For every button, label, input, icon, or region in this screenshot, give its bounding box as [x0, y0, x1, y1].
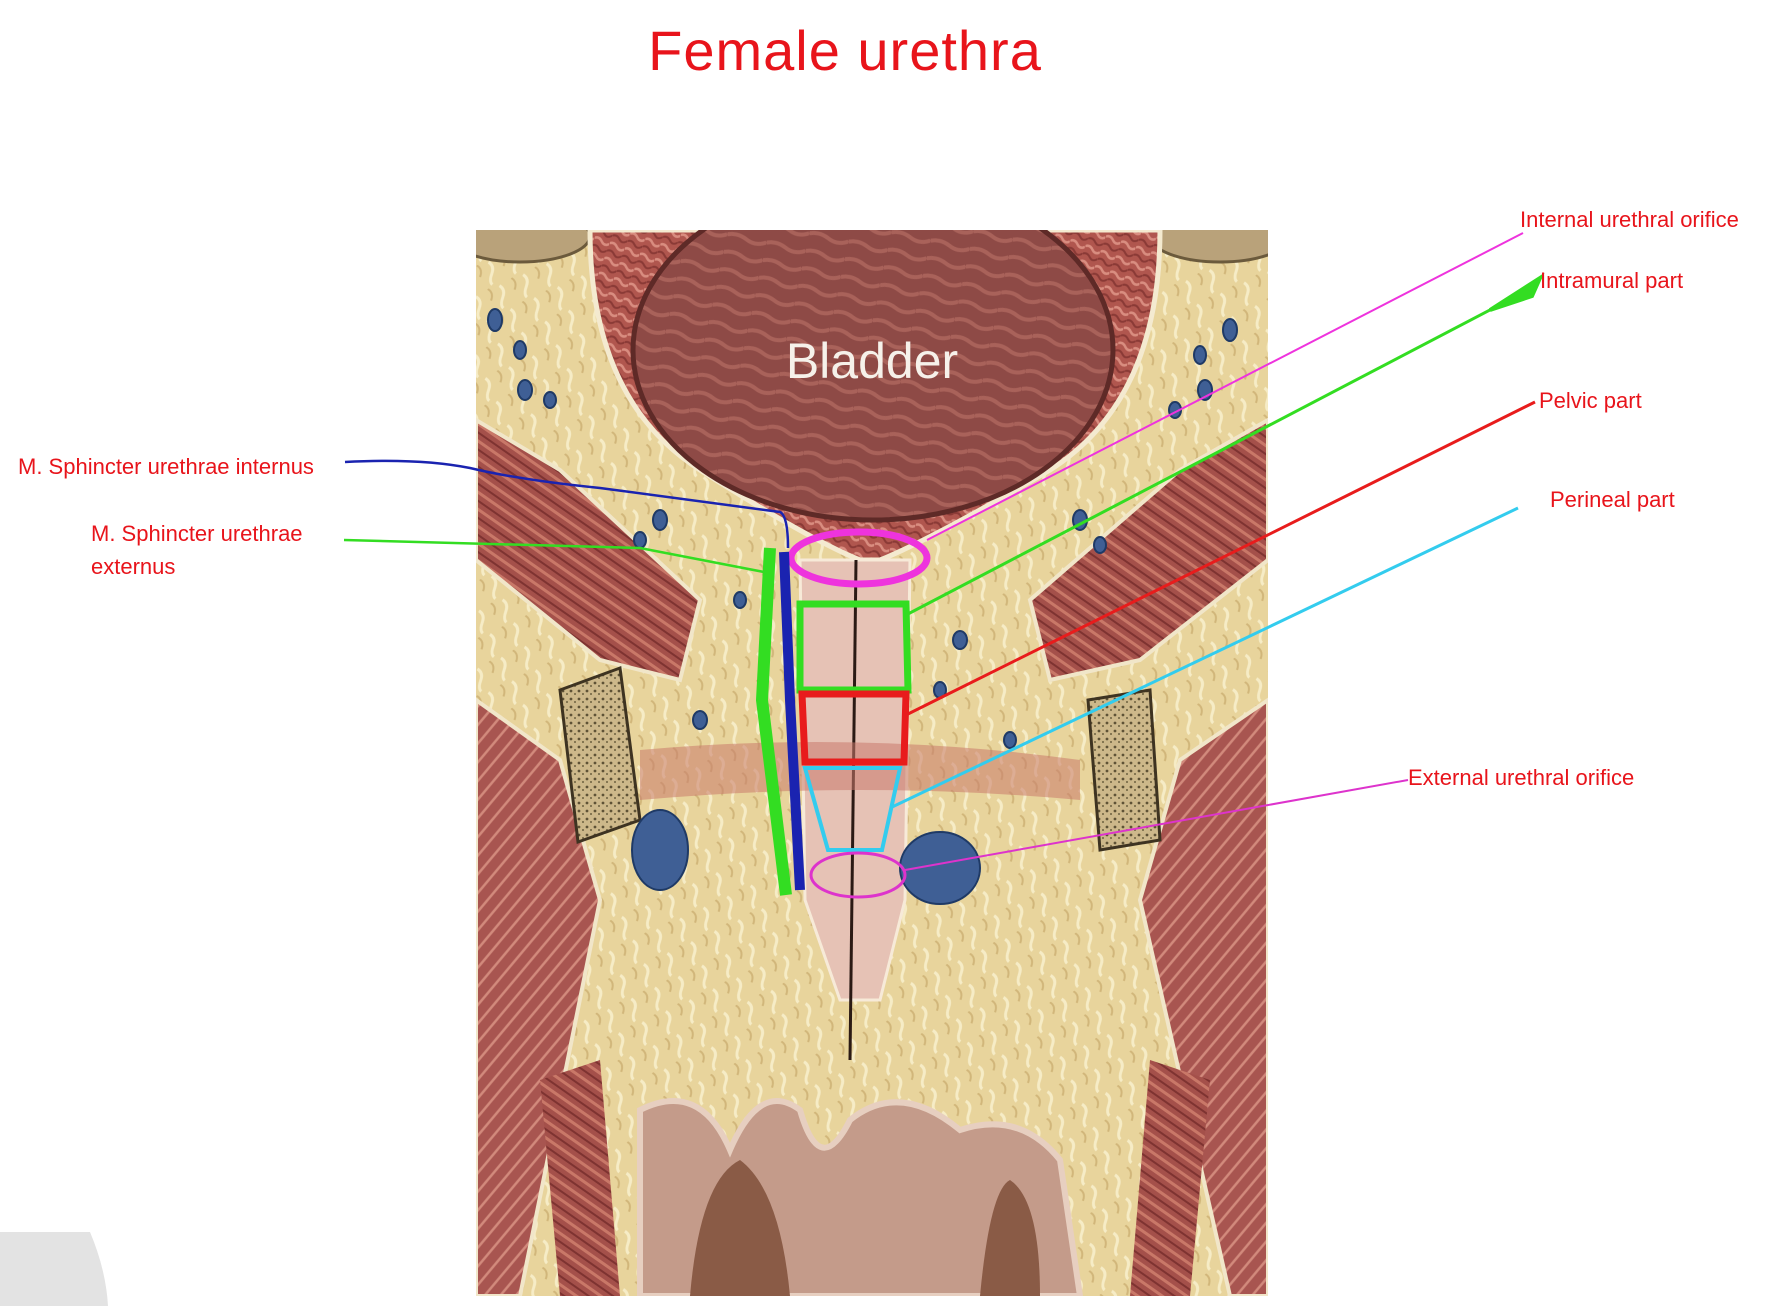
label-sphincter-externus-line1: M. Sphincter urethrae	[91, 521, 303, 546]
label-external-orifice: External urethral orifice	[1408, 765, 1635, 790]
label-perineal-part: Perineal part	[1550, 487, 1675, 512]
label-pelvic-part: Pelvic part	[1539, 388, 1642, 413]
label-intramural-part: Intramural part	[1540, 268, 1684, 293]
corner-decoration	[0, 1232, 108, 1306]
label-internal-orifice: Internal urethral orifice	[1520, 207, 1739, 232]
label-sphincter-externus-line2: externus	[91, 554, 176, 579]
bladder-label: Bladder	[785, 333, 959, 389]
label-sphincter-internus: M. Sphincter urethrae internus	[18, 454, 314, 479]
page-title: Female urethra	[648, 19, 1042, 82]
